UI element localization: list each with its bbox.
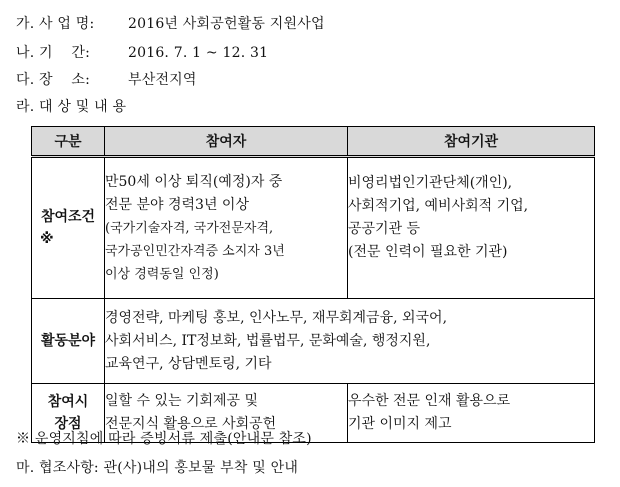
- cell-line: 비영리법인기관단체(개인),: [348, 175, 513, 191]
- cell-line: 기관 이미지 제고: [348, 416, 452, 432]
- cooperation-line: 마. 협조사항: 관(사)내의 홍보물 부착 및 안내: [16, 460, 299, 476]
- location-line: [16, 69, 197, 89]
- cell-line: 국가공인민간자격증 소지자 3년: [105, 243, 285, 259]
- participation-table: [31, 126, 595, 443]
- category-line: ※: [40, 231, 54, 247]
- row-category: [32, 299, 105, 384]
- cell-line: 사회서비스, IT정보화, 법률법무, 문화예술, 행정지원,: [105, 332, 431, 349]
- business-name-key: 가. 사 업 명:: [16, 16, 95, 32]
- period-line: [16, 42, 268, 62]
- header-category: 구분: [32, 127, 105, 157]
- category-line: 참여시: [47, 394, 89, 410]
- cell-line: 공공기관 등: [348, 221, 421, 237]
- target-content-heading: 라. 대 상 및 내 용: [16, 99, 127, 115]
- category-line: 활동분야: [40, 333, 96, 349]
- target-content-line: [16, 96, 126, 116]
- table-row: [32, 157, 595, 299]
- cell-line: 교육연구, 상담멘토링, 기타: [105, 355, 272, 372]
- category-line: 참여조건: [40, 209, 96, 225]
- cell-line: 경영전략, 마케팅 홍보, 인사노무, 재무회계금융, 외국어,: [105, 309, 448, 326]
- cell-line: 이상 경력동일 인정): [105, 266, 219, 282]
- institution-cell: [348, 157, 595, 299]
- cell-line: 만50세 이상 퇴직(예정)자 중: [105, 173, 283, 190]
- cell-line: 전문지식 활용으로 사회공헌: [105, 416, 277, 432]
- header-participant: 참여자: [105, 127, 348, 157]
- participant-cell: [105, 157, 348, 299]
- note-line: ※ 운영지침에 따라 증빙서류 제출(안내문 참조): [16, 431, 312, 447]
- cell-line: 우수한 전문 인재 활용으로: [348, 393, 511, 409]
- business-name-line: [16, 13, 325, 33]
- cell-line: (국가기술자격, 국가전문자격,: [105, 220, 274, 236]
- cell-line: 일할 수 있는 기회제공 및: [105, 393, 259, 409]
- location-value: 부산전지역: [128, 72, 197, 88]
- period-key: 나. 기 간:: [16, 45, 90, 61]
- table-header-row: [32, 127, 595, 157]
- period-value: 2016. 7. 1 ~ 12. 31: [128, 45, 269, 61]
- row-category: [32, 157, 105, 299]
- cell-line: 전문 분야 경력3년 이상: [105, 196, 249, 213]
- institution-cell: [348, 384, 595, 443]
- cell-line: (전문 인력이 필요한 기관): [348, 244, 508, 260]
- table-row: [32, 299, 595, 384]
- cell-line: 사회적기업, 예비사회적 기업,: [348, 198, 529, 214]
- location-key: 다. 장 소:: [16, 72, 90, 88]
- category-line: 장점: [54, 416, 82, 432]
- header-institution: 참여기관: [348, 127, 595, 157]
- business-name-value: 2016년 사회공헌활동 지원사업: [128, 16, 325, 32]
- activity-field-cell: [105, 299, 595, 384]
